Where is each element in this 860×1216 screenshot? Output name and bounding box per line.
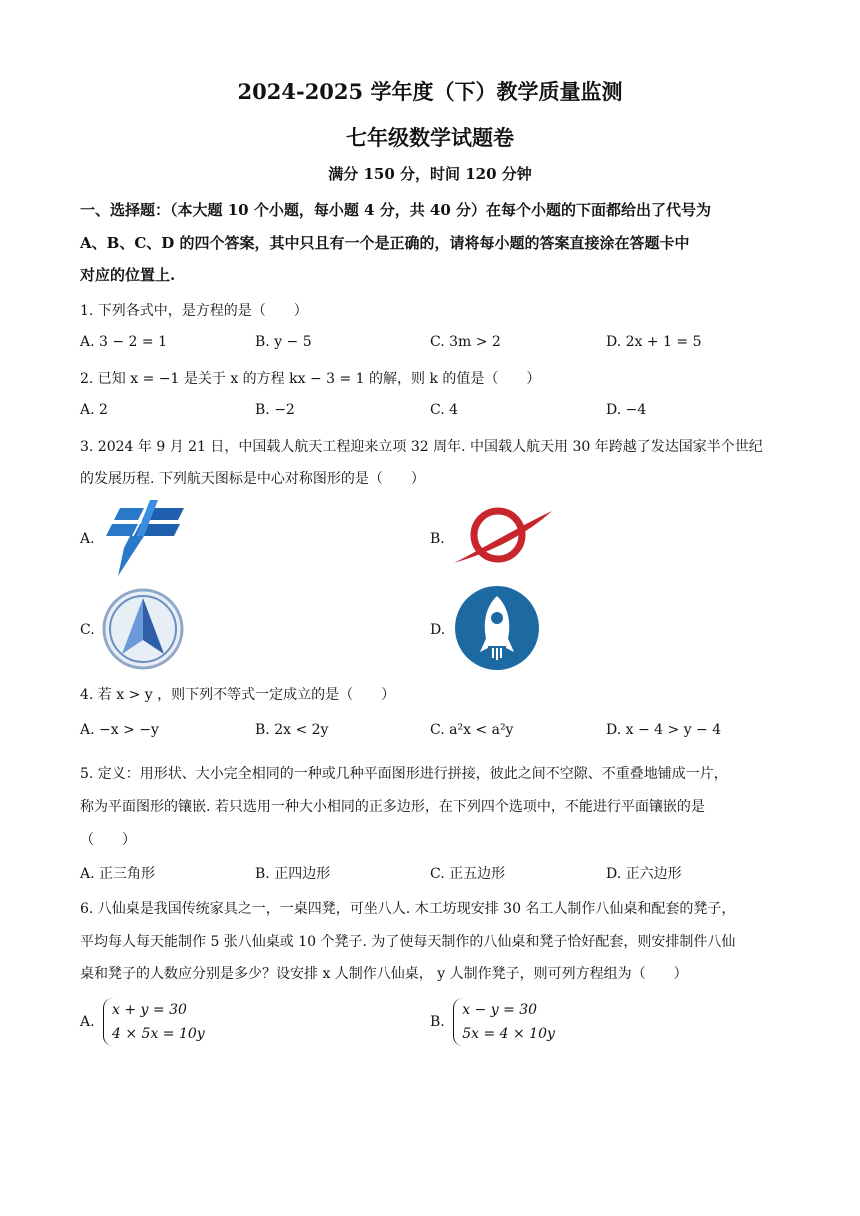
q3-option-d-label: D. [430,622,446,638]
space-logo-a-icon [100,500,188,578]
q1-option-a: A. 3 − 2 = 1 [80,334,167,350]
q6-option-a-label: A. [80,1014,95,1030]
q5-option-d: D. 正六边形 [606,866,682,882]
q1-option-d: D. 2x + 1 = 5 [606,334,702,350]
q2-option-d: D. −4 [606,402,647,418]
q4-option-a: A. −x > −y [80,722,159,738]
q3-option-b-label: B. [430,531,445,547]
q1-option-c: C. 3m > 2 [430,334,501,350]
q6-stem-line3: 桌和凳子的人数应分别是多少？设安排 x 人制作八仙桌， y 人制作凳子，则可列方程组为（ ） [80,966,688,982]
q6-option-b-system [453,998,555,1046]
exam-info: 满分 150 分，时间 120 分钟 [328,165,532,183]
q3-stem-line1: 3. 2024 年 9 月 21 日，中国载人航天工程迎来立项 32 周年. 中国载人航天用 30 年跨越了发达国家半个世纪 [80,439,763,455]
q3-option-c-label: C. [80,622,95,638]
exam-title: 2024-2025 学年度（下）教学质量监测 [237,79,623,104]
space-logo-c-icon [102,588,184,670]
q1-stem: 1. 下列各式中，是方程的是（ ） [80,303,308,319]
q6-stem-line1: 6. 八仙桌是我国传统家具之一，一桌四凳，可坐八人. 木工坊现安排 30 名工人制作八仙桌和配套的凳子， [80,901,736,917]
q4-stem: 4. 若 x > y ，则下列不等式一定成立的是（ ） [80,687,396,703]
section-instructions-line2: A、B、C、D 的四个答案，其中只且有一个是正确的，请将每小题的答案直接涂在答题卡中 [80,234,690,252]
q3-option-a-label: A. [80,531,95,547]
q6-option-b-eq1: x − y = 30 [462,1002,538,1018]
q4-option-d: D. x − 4 > y − 4 [606,722,722,738]
q2-option-a: A. 2 [80,402,108,418]
q4-option-b: B. 2x < 2y [255,722,329,738]
q3-stem-line2: 的发展历程. 下列航天图标是中心对称图形的是（ ） [80,471,425,487]
q6-option-a-eq2: 4 × 5x = 10y [112,1026,205,1042]
q2-option-c: C. 4 [430,402,459,418]
section-instructions-line3: 对应的位置上. [80,266,176,284]
q1-option-b: B. y − 5 [255,334,312,350]
q5-option-a: A. 正三角形 [80,866,156,882]
q2-option-b: B. −2 [255,402,295,418]
q6-option-a [80,998,205,1046]
q6-option-b-eq2: 5x = 4 × 10y [462,1026,555,1042]
q5-stem-line1: 5. 定义：用形状、大小完全相同的一种或几种平面图形进行拼接，彼此之间不空隙、不重叠地铺成一片， [80,766,728,782]
q4-option-c: C. a²x < a²y [430,722,514,738]
q6-stem-line2: 平均每人每天能制作 5 张八仙桌或 10 个凳子. 为了使每天制作的八仙桌和凳子恰好配套，则安排制件八仙 [80,934,736,950]
space-logo-b-icon [452,505,554,567]
section-instructions-line1: 一、选择题：（本大题 10 个小题，每小题 4 分，共 40 分）在每个小题的下面都给出了代号为 [80,201,712,219]
q5-stem-line2: 称为平面图形的镶嵌. 若只选用一种大小相同的正多边形，在下列四个选项中，不能进行平面镶嵌的是 [80,799,705,815]
q6-option-a-system [103,998,205,1046]
q6-option-b [430,998,555,1046]
exam-subtitle: 七年级数学试题卷 [346,125,514,150]
q6-option-b-label: B. [430,1014,445,1030]
q5-option-b: B. 正四边形 [255,866,331,882]
space-logo-d-icon [454,586,540,670]
q5-option-c: C. 正五边形 [430,866,506,882]
q6-option-a-eq1: x + y = 30 [112,1002,187,1018]
q2-stem: 2. 已知 x = −1 是关于 x 的方程 kx − 3 = 1 的解，则 k 的值是（ ） [80,371,541,387]
q5-stem-line3: （ ） [80,832,136,848]
